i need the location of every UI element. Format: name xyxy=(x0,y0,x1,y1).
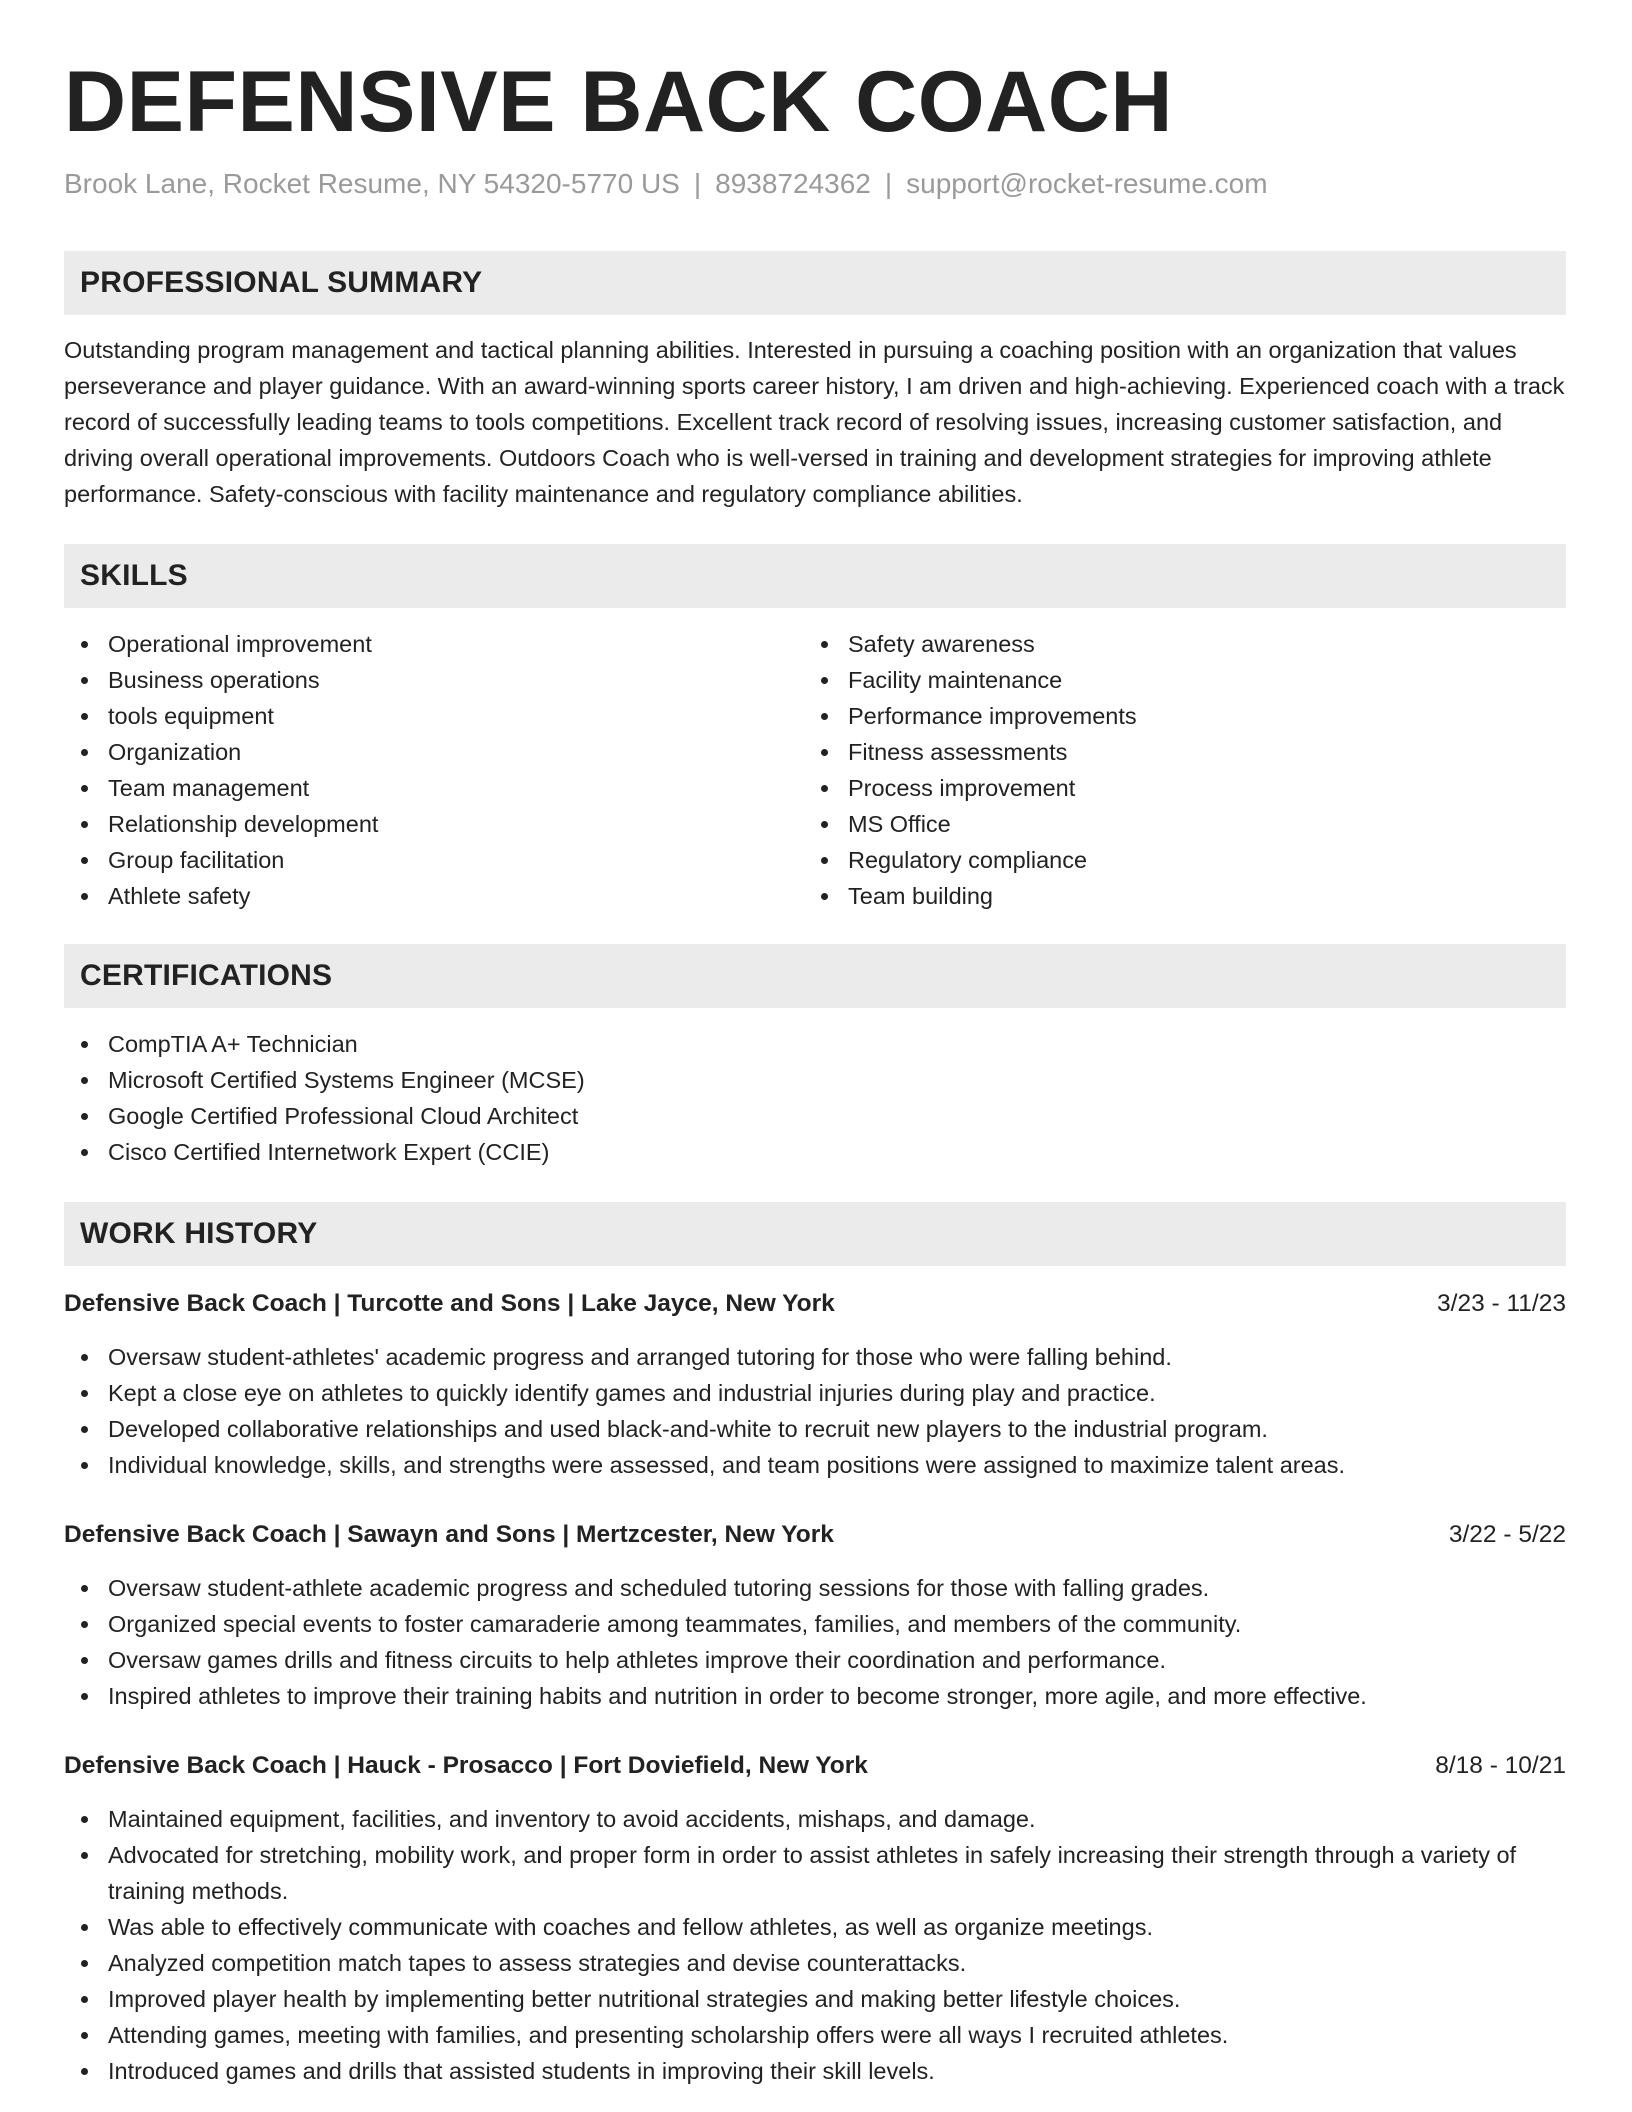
contact-email: support@rocket-resume.com xyxy=(906,168,1268,199)
skill-item: Business operations xyxy=(64,662,804,698)
job-bullets xyxy=(64,1339,1566,1483)
certification-item: Microsoft Certified Systems Engineer (MCSE) xyxy=(64,1062,1566,1098)
certifications-heading: CERTIFICATIONS xyxy=(80,959,333,992)
job-bullet: Introduced games and drills that assisted students in improving their skill levels. xyxy=(64,2053,1566,2089)
job-title: Defensive Back Coach | Sawayn and Sons | Mertzcester, New York xyxy=(64,1521,834,1548)
job-bullet: Kept a close eye on athletes to quickly identify games and industrial injuries during play and practice. xyxy=(64,1375,1566,1411)
job-bullet: Improved player health by implementing better nutritional strategies and making better lifestyle choices. xyxy=(64,1981,1566,2017)
job-dates: 3/23 - 11/23 xyxy=(1437,1290,1566,1317)
job-dates: 8/18 - 10/21 xyxy=(1435,1752,1566,1779)
contact-separator: | xyxy=(884,168,893,199)
summary-text: Outstanding program management and tactical planning abilities. Interested in pursuing a coaching position with an organization that values perseverance and player guidance. With an award-winning sports career history, I am driven and high-achieving. Experienced coach with a track record of successfully leading teams to tools competitions. Excellent track record of resolving issues, increasing customer satisfaction, and driving overall operational improvements. Outdoors Coach who is well-versed in training and development strategies for improving athlete performance. Safety-conscious with facility maintenance and regulatory compliance abilities. xyxy=(64,337,1565,507)
contact-address: Brook Lane, Rocket Resume, NY 54320-5770 US xyxy=(64,168,680,199)
skill-item: Safety awareness xyxy=(804,626,1544,662)
job-bullet: Individual knowledge, skills, and strengths were assessed, and team positions were assigned to maximize talent areas. xyxy=(64,1447,1566,1483)
job-bullet: Advocated for stretching, mobility work, and proper form in order to assist athletes in safely increasing their strength through a variety of training methods. xyxy=(64,1837,1566,1909)
job-bullet: Oversaw games drills and fitness circuits to help athletes improve their coordination and performance. xyxy=(64,1642,1566,1678)
summary-heading: PROFESSIONAL SUMMARY xyxy=(80,266,483,299)
contact-separator: | xyxy=(693,168,702,199)
job-bullet: Organized special events to foster camaraderie among teammates, families, and members of the community. xyxy=(64,1606,1566,1642)
certifications-section-header xyxy=(64,944,1566,1008)
summary-section-header xyxy=(64,251,1566,315)
job-bullet: Developed collaborative relationships and used black-and-white to recruit new players to the industrial program. xyxy=(64,1411,1566,1447)
job-bullet: Inspired athletes to improve their training habits and nutrition in order to become stronger, more agile, and more effective. xyxy=(64,1678,1566,1714)
skill-item: Process improvement xyxy=(804,770,1544,806)
job-bullets xyxy=(64,1801,1566,2089)
skill-item: Team building xyxy=(804,878,1544,914)
job-bullet: Oversaw student-athletes' academic progress and arranged tutoring for those who were falling behind. xyxy=(64,1339,1566,1375)
certification-item: Cisco Certified Internetwork Expert (CCIE) xyxy=(64,1134,1566,1170)
job-header xyxy=(64,1517,1566,1553)
job-bullet: Attending games, meeting with families, and presenting scholarship offers were all ways I recruited athletes. xyxy=(64,2017,1566,2053)
certification-item: CompTIA A+ Technician xyxy=(64,1026,1566,1062)
skill-item: Operational improvement xyxy=(64,626,804,662)
skill-item: Performance improvements xyxy=(804,698,1544,734)
skill-item: Fitness assessments xyxy=(804,734,1544,770)
resume-name: DEFENSIVE BACK COACH xyxy=(64,54,1173,150)
skills-list-left xyxy=(64,626,804,914)
work-history-heading: WORK HISTORY xyxy=(80,1217,318,1250)
job-header xyxy=(64,1286,1566,1322)
certification-item: Google Certified Professional Cloud Architect xyxy=(64,1098,1566,1134)
skill-item: Regulatory compliance xyxy=(804,842,1544,878)
contact-phone: 8938724362 xyxy=(715,168,871,199)
job-bullet: Was able to effectively communicate with coaches and fellow athletes, as well as organize meetings. xyxy=(64,1909,1566,1945)
skill-item: Team management xyxy=(64,770,804,806)
skill-item: Relationship development xyxy=(64,806,804,842)
job-title: Defensive Back Coach | Turcotte and Sons | Lake Jayce, New York xyxy=(64,1290,835,1317)
skills-list-right xyxy=(804,626,1544,914)
skill-item: Facility maintenance xyxy=(804,662,1544,698)
certifications-list xyxy=(64,1026,1566,1170)
skill-item: tools equipment xyxy=(64,698,804,734)
job-header xyxy=(64,1748,1566,1784)
skill-item: MS Office xyxy=(804,806,1544,842)
skill-item: Organization xyxy=(64,734,804,770)
contact-line xyxy=(64,164,1268,204)
job-dates: 3/22 - 5/22 xyxy=(1448,1521,1566,1548)
skills-heading: SKILLS xyxy=(80,559,188,592)
work-history-section-header xyxy=(64,1202,1566,1266)
skill-item: Athlete safety xyxy=(64,878,804,914)
job-title: Defensive Back Coach | Hauck - Prosacco | Fort Doviefield, New York xyxy=(64,1752,868,1779)
skills-section-header xyxy=(64,544,1566,608)
job-bullet: Maintained equipment, facilities, and inventory to avoid accidents, mishaps, and damage. xyxy=(64,1801,1566,1837)
skill-item: Group facilitation xyxy=(64,842,804,878)
job-bullet: Oversaw student-athlete academic progress and scheduled tutoring sessions for those with falling grades. xyxy=(64,1570,1566,1606)
job-bullet: Analyzed competition match tapes to assess strategies and devise counterattacks. xyxy=(64,1945,1566,1981)
job-bullets xyxy=(64,1570,1566,1714)
